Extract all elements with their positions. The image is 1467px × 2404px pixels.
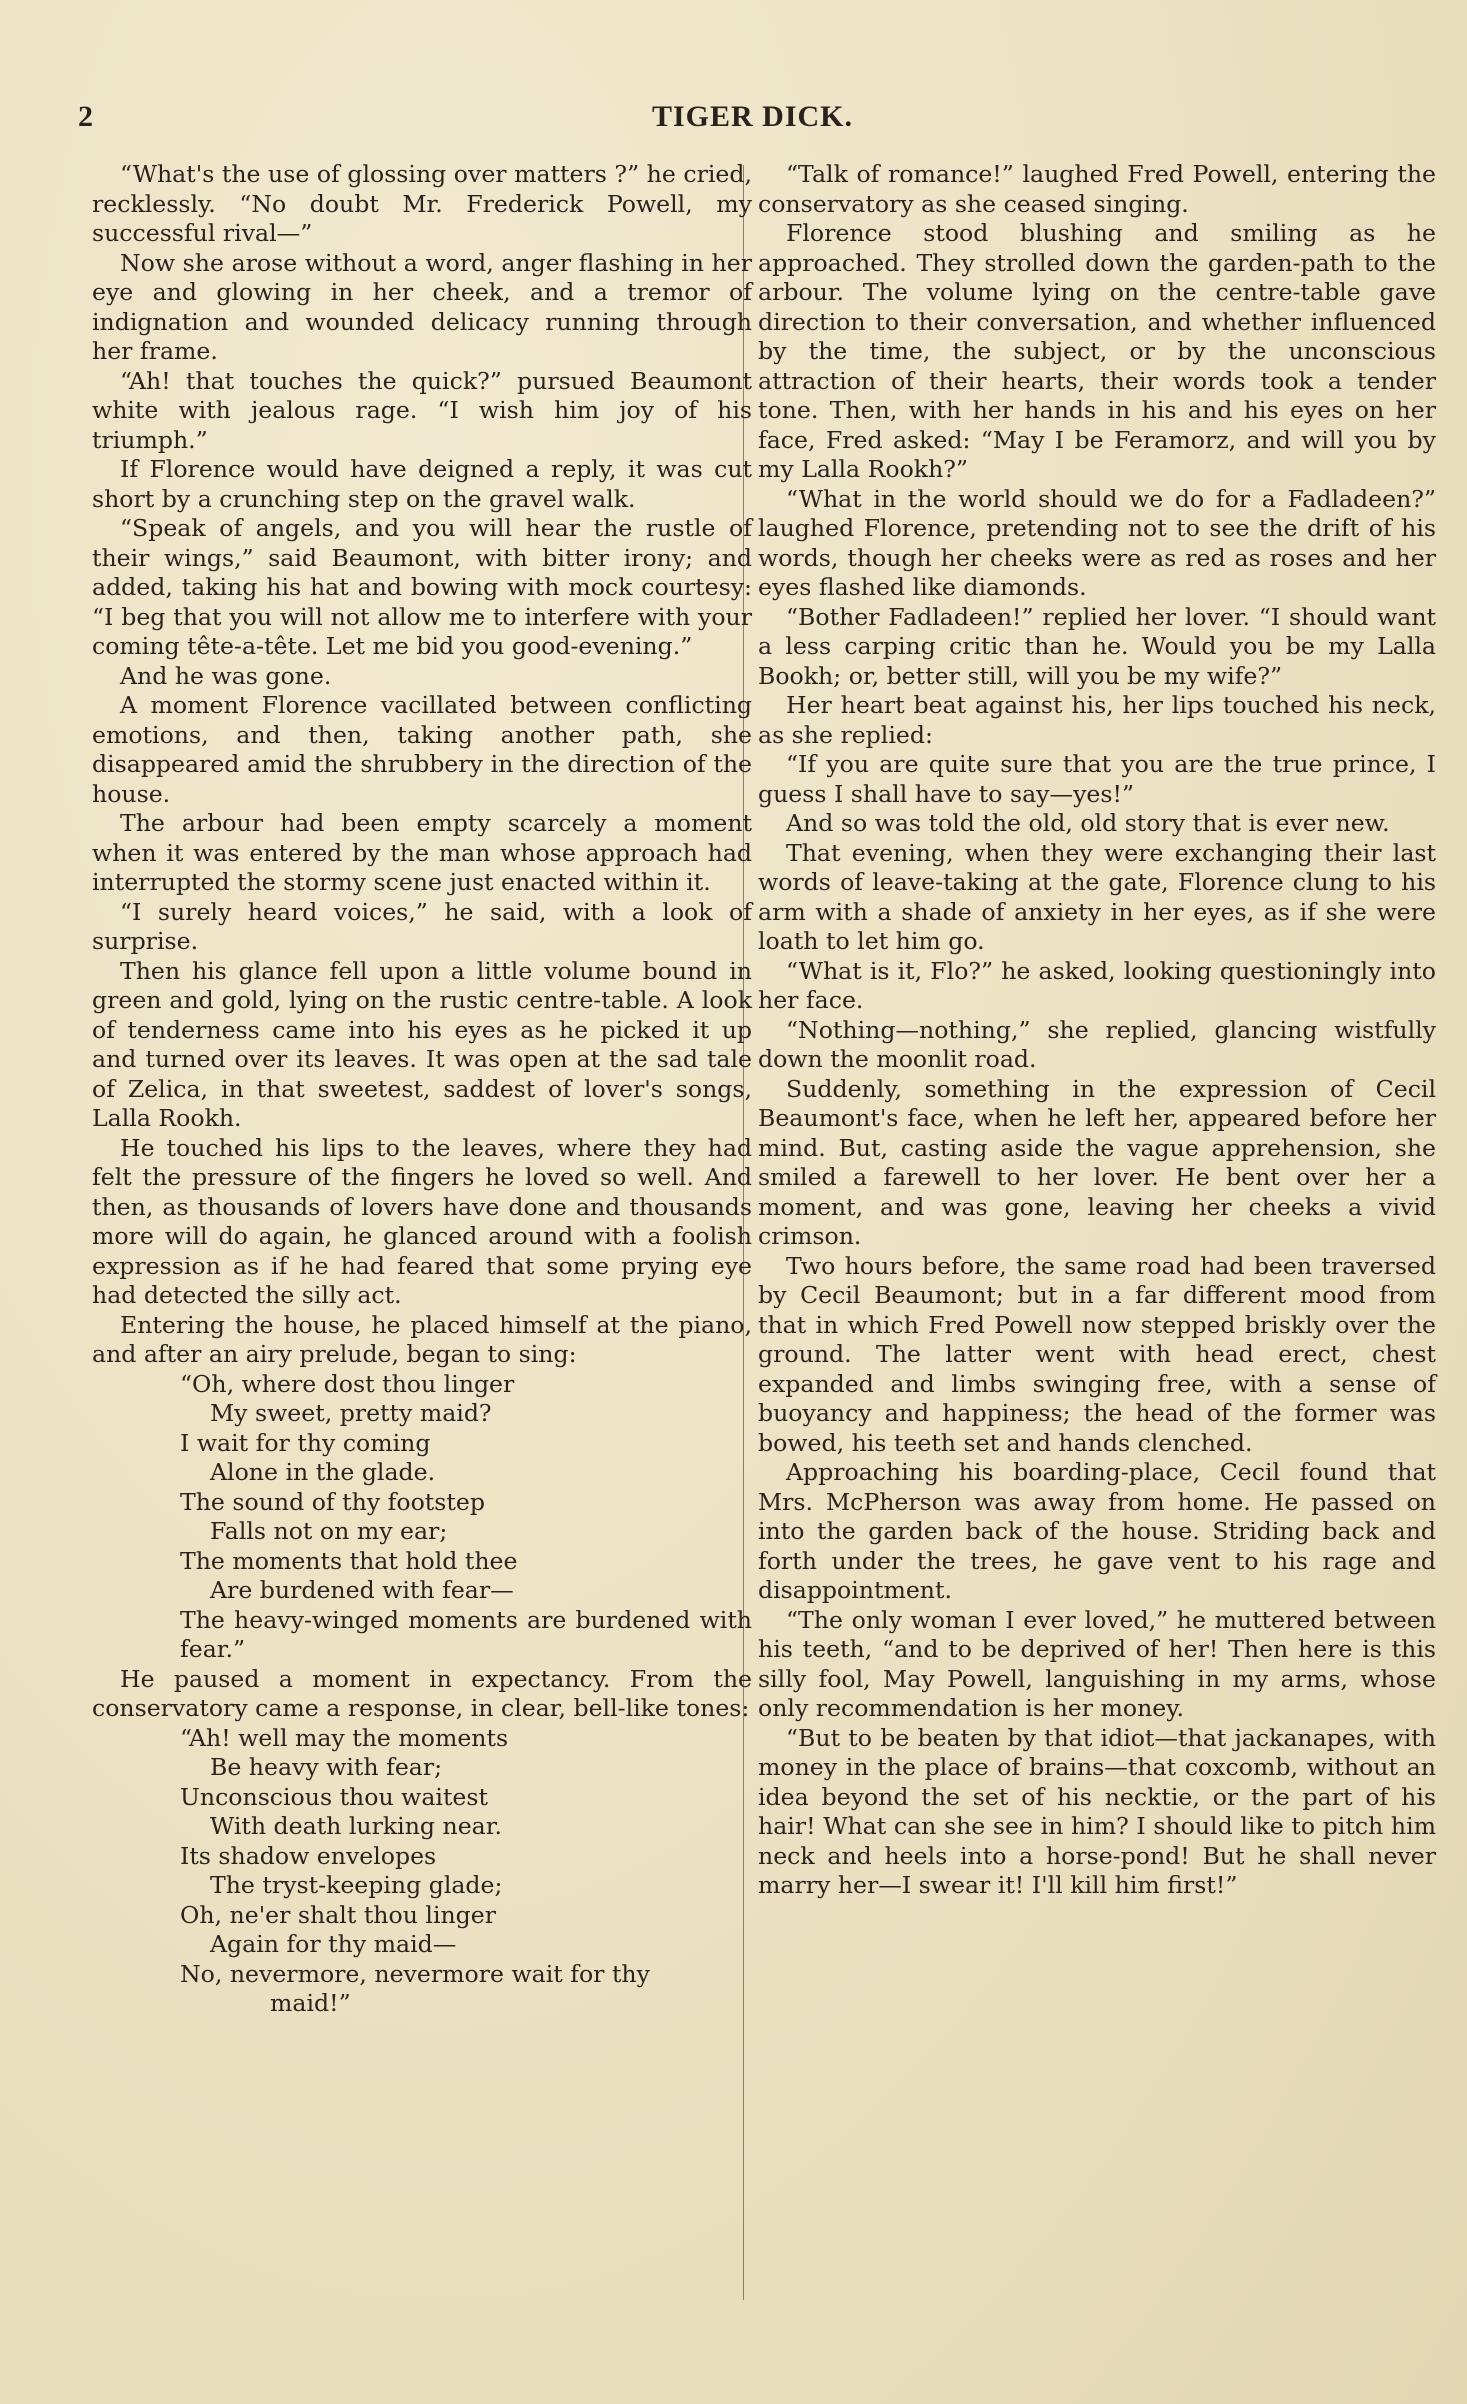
paragraph: “Bother Fadladeen!” replied her lover. “I should want a less carping critic than he. Would you be my Lalla Bookh; or, better still, will you be my wife?” xyxy=(758,602,1436,690)
paragraph: The arbour had been empty scarcely a moment when it was entered by the man whose approach had interrupted the stormy scene just enacted within it. xyxy=(92,809,752,896)
paragraph: “What's the use of glossing over matters ?” he cried, recklessly. “No doubt Mr. Frederick Powell, my successful rival—” xyxy=(92,160,752,247)
running-head: TIGER DICK. xyxy=(651,100,854,133)
verse-line: Be heavy with fear; xyxy=(210,1753,443,1781)
paragraph: “But to be beaten by that idiot—that jackanapes, with money in the place of brains—that coxcomb, without an idea beyond the set of his necktie, or the part of his hair! What can she see in him? I should like to pitch him neck and heels into a horse-pond! But he shall never marry her—I swear it! I'll kill him first!” xyxy=(758,1723,1436,1899)
verse-line: maid!” xyxy=(270,1989,351,2017)
verse-line: The moments that hold thee xyxy=(180,1546,518,1575)
verse-line: Again for thy maid— xyxy=(210,1930,457,1958)
song-verse-2 xyxy=(92,1724,752,2019)
paragraph: Approaching his boarding-place, Cecil found that Mrs. McPherson was away from home. He passed on into the garden back of the house. Striding back and forth under the trees, he gave vent to his rage and disappointment. xyxy=(758,1458,1436,1604)
paragraph: “Nothing—nothing,” she replied, glancing wistfully down the moonlit road. xyxy=(758,1015,1436,1073)
paragraph: Now she arose without a word, anger flashing in her eye and glowing in her cheek, and a tremor of indignation and wounded delicacy running through her frame. xyxy=(92,248,752,365)
paragraph: “The only woman I ever loved,” he muttered between his teeth, “and to be deprived of her! Then here is this silly fool, May Powell, languishing in my arms, whose only recommendation is her money. xyxy=(758,1605,1436,1722)
paragraph: And so was told the old, old story that is ever new. xyxy=(786,809,1390,837)
verse-line: No, nevermore, nevermore wait for thy xyxy=(180,1959,650,1988)
verse-line: Unconscious thou waitest xyxy=(180,1782,488,1811)
verse-line: With death lurking near. xyxy=(210,1812,502,1840)
verse-line: Oh, ne'er shalt thou linger xyxy=(180,1900,497,1929)
paragraph: That evening, when they were exchanging their last words of leave-taking at the gate, Florence clung to his arm with a shade of anxiety in her eyes, as if she were loath to let him go. xyxy=(758,838,1436,955)
paragraph: “Talk of romance!” laughed Fred Powell, entering the conservatory as she ceased singing. xyxy=(758,160,1436,218)
left-column xyxy=(92,160,752,2019)
paragraph: Two hours before, the same road had been traversed by Cecil Beaumont; but in a far different mood from that in which Fred Powell now stepped briskly over the ground. The latter went with head erect, chest expanded and limbs swinging free, with a sense of buoyancy and happiness; the head of the former was bowed, his teeth set and hands clenched. xyxy=(758,1251,1436,1457)
paragraph: He touched his lips to the leaves, where they had felt the pressure of the fingers he loved so well. And then, as thousands of lovers have done and thousands more will do again, he glanced around with a foolish expression as if he had feared that some prying eye had detected the silly act. xyxy=(92,1133,752,1309)
paragraph: Suddenly, something in the expression of Cecil Beaumont's face, when he left her, appeared before her mind. But, casting aside the vague apprehension, she smiled a farewell to her lover. He bent over her a moment, and was gone, leaving her cheeks a vivid crimson. xyxy=(758,1074,1436,1250)
page-number: 2 xyxy=(78,100,93,133)
paragraph: Her heart beat against his, her lips touched his neck, as she replied: xyxy=(758,691,1436,749)
paragraph: “I surely heard voices,” he said, with a look of surprise. xyxy=(92,897,752,955)
paragraph: Entering the house, he placed himself at the piano, and after an airy prelude, began to sing: xyxy=(92,1310,752,1368)
verse-line: My sweet, pretty maid? xyxy=(210,1399,492,1427)
paragraph: A moment Florence vacillated between conflicting emotions, and then, taking another path, she disappeared amid the shrubbery in the direction of the house. xyxy=(92,691,752,808)
song-verse-1 xyxy=(92,1370,752,1665)
paragraph: If Florence would have deigned a reply, it was cut short by a crunching step on the gravel walk. xyxy=(92,455,752,513)
paragraph: Florence stood blushing and smiling as he approached. They strolled down the garden-path to the arbour. The volume lying on the centre-table gave direction to their conversation, and whether influenced by the time, the subject, or by the unconscious attraction of their hearts, their words took a tender tone. Then, with her hands in his and his eyes on her face, Fred asked: “May I be Feramorz, and will you by my Lalla Rookh?” xyxy=(758,219,1436,483)
verse-line: The heavy-winged moments are burdened with fear.” xyxy=(180,1605,752,1663)
verse-line: The sound of thy footstep xyxy=(180,1487,485,1516)
verse-line: Falls not on my ear; xyxy=(210,1517,448,1545)
verse-line: Are burdened with fear— xyxy=(210,1576,514,1604)
paragraph: He paused a moment in expectancy. From the conservatory came a response, in clear, bell-like tones: xyxy=(92,1664,752,1722)
verse-line: The tryst-keeping glade; xyxy=(210,1871,503,1899)
paragraph: “Speak of angels, and you will hear the rustle of their wings,” said Beaumont, with bitter irony; and added, taking his hat and bowing with mock courtesy: “I beg that you will not allow me to interfere with your coming tête-a-tête. Let me bid you good-evening.” xyxy=(92,514,752,660)
page-header xyxy=(78,100,1427,150)
paragraph: Then his glance fell upon a little volume bound in green and gold, lying on the rustic centre-table. A look of tenderness came into his eyes as he picked it up and turned over its leaves. It was open at the sad tale of Zelica, in that sweetest, saddest of lover's songs, Lalla Rookh. xyxy=(92,956,752,1132)
paragraph: And he was gone. xyxy=(120,661,332,690)
paragraph: “What in the world should we do for a Fadladeen?” laughed Florence, pretending not to see the drift of his words, though her cheeks were as red as roses and her eyes flashed like diamonds. xyxy=(758,484,1436,601)
paragraph: “Ah! that touches the quick?” pursued Beaumont white with jealous rage. “I wish him joy of his triumph.” xyxy=(92,366,752,454)
verse-line: Alone in the glade. xyxy=(210,1458,436,1486)
right-column xyxy=(758,160,1436,1901)
verse-line: “Ah! well may the moments xyxy=(180,1723,509,1752)
verse-line: Its shadow envelopes xyxy=(180,1841,437,1870)
paragraph: “If you are quite sure that you are the true prince, I guess I shall have to say—yes!” xyxy=(758,750,1436,808)
paragraph: “What is it, Flo?” he asked, looking questioningly into her face. xyxy=(758,956,1436,1014)
verse-line: “Oh, where dost thou linger xyxy=(180,1369,515,1398)
verse-line: I wait for thy coming xyxy=(180,1428,431,1457)
